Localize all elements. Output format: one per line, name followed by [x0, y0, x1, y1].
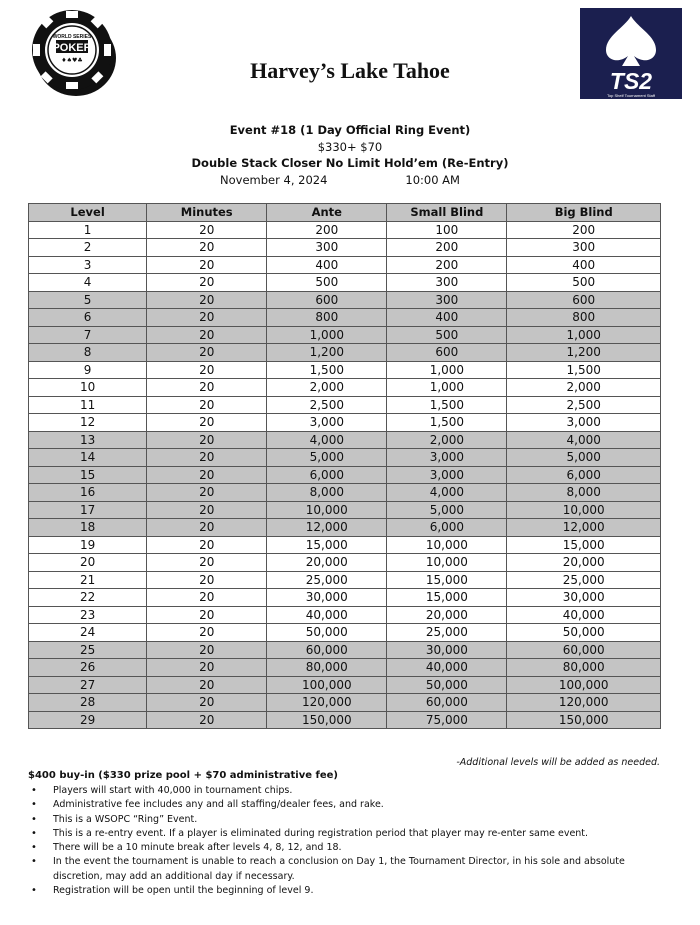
cell-level: 17 [29, 501, 147, 519]
cell-big-blind: 2,500 [507, 396, 661, 414]
cell-big-blind: 60,000 [507, 641, 661, 659]
table-row [29, 256, 661, 274]
svg-text:♦♠♥♣: ♦♠♥♣ [61, 57, 83, 64]
cell-level: 12 [29, 414, 147, 432]
cell-big-blind: 150,000 [507, 711, 661, 729]
cell-ante: 6,000 [267, 466, 387, 484]
cell-ante: 100,000 [267, 676, 387, 694]
cell-minutes: 20 [147, 641, 267, 659]
cell-level: 22 [29, 589, 147, 607]
cell-small-blind: 25,000 [387, 624, 507, 642]
cell-big-blind: 10,000 [507, 501, 661, 519]
cell-level: 13 [29, 431, 147, 449]
cell-level: 5 [29, 291, 147, 309]
svg-text:POKER: POKER [52, 42, 92, 54]
event-datetime [0, 172, 700, 189]
cell-minutes: 20 [147, 221, 267, 239]
table-row [29, 676, 661, 694]
table-row [29, 624, 661, 642]
table-row [29, 414, 661, 432]
cell-small-blind: 6,000 [387, 519, 507, 537]
cell-big-blind: 4,000 [507, 431, 661, 449]
rules-list [28, 784, 668, 898]
table-row [29, 291, 661, 309]
cell-level: 19 [29, 536, 147, 554]
cell-small-blind: 20,000 [387, 606, 507, 624]
cell-minutes: 20 [147, 466, 267, 484]
cell-small-blind: 5,000 [387, 501, 507, 519]
cell-small-blind: 100 [387, 221, 507, 239]
cell-small-blind: 1,000 [387, 361, 507, 379]
cell-small-blind: 200 [387, 239, 507, 257]
table-row [29, 484, 661, 502]
cell-small-blind: 2,000 [387, 431, 507, 449]
cell-ante: 400 [267, 256, 387, 274]
cell-minutes: 20 [147, 536, 267, 554]
event-name: Event #18 (1 Day Official Ring Event) [229, 123, 471, 137]
cell-minutes: 20 [147, 256, 267, 274]
cell-ante: 60,000 [267, 641, 387, 659]
cell-minutes: 20 [147, 571, 267, 589]
cell-small-blind: 3,000 [387, 466, 507, 484]
cell-big-blind: 1,200 [507, 344, 661, 362]
cell-minutes: 20 [147, 589, 267, 607]
cell-ante: 800 [267, 309, 387, 327]
cell-minutes: 20 [147, 361, 267, 379]
cell-ante: 2,000 [267, 379, 387, 397]
table-row [29, 536, 661, 554]
cell-level: 18 [29, 519, 147, 537]
rule-item: • This is a re-entry event. If a player is eliminated during registration period that player may re-enter same event. [28, 827, 668, 841]
table-row [29, 379, 661, 397]
cell-ante: 12,000 [267, 519, 387, 537]
cell-ante: 25,000 [267, 571, 387, 589]
cell-ante: 300 [267, 239, 387, 257]
cell-ante: 600 [267, 291, 387, 309]
cell-level: 26 [29, 659, 147, 677]
cell-big-blind: 500 [507, 274, 661, 292]
cell-minutes: 20 [147, 326, 267, 344]
cell-small-blind: 1,500 [387, 396, 507, 414]
cell-small-blind: 600 [387, 344, 507, 362]
cell-small-blind: 50,000 [387, 676, 507, 694]
cell-minutes: 20 [147, 379, 267, 397]
wsop-circuit-logo [28, 6, 120, 98]
cell-ante: 4,000 [267, 431, 387, 449]
table-body [29, 221, 661, 729]
cell-big-blind: 30,000 [507, 589, 661, 607]
cell-level: 2 [29, 239, 147, 257]
table-row [29, 361, 661, 379]
cell-small-blind: 10,000 [387, 554, 507, 572]
rule-item: • Registration will be open until the beginning of level 9. [28, 884, 668, 898]
column-header-minutes: Minutes [147, 204, 267, 222]
cell-level: 3 [29, 256, 147, 274]
cell-minutes: 20 [147, 344, 267, 362]
column-header-big-blind: Big Blind [507, 204, 661, 222]
table-row [29, 554, 661, 572]
cell-level: 27 [29, 676, 147, 694]
cell-minutes: 20 [147, 396, 267, 414]
cell-small-blind: 300 [387, 274, 507, 292]
cell-small-blind: 400 [387, 309, 507, 327]
cell-ante: 150,000 [267, 711, 387, 729]
rule-item: • This is a WSOPC “Ring” Event. [28, 813, 668, 827]
cell-ante: 3,000 [267, 414, 387, 432]
cell-big-blind: 25,000 [507, 571, 661, 589]
cell-level: 25 [29, 641, 147, 659]
cell-big-blind: 800 [507, 309, 661, 327]
table-row [29, 501, 661, 519]
table-row [29, 326, 661, 344]
cell-level: 14 [29, 449, 147, 467]
cell-small-blind: 1,500 [387, 414, 507, 432]
cell-big-blind: 15,000 [507, 536, 661, 554]
cell-ante: 50,000 [267, 624, 387, 642]
table-row [29, 239, 661, 257]
cell-ante: 5,000 [267, 449, 387, 467]
cell-small-blind: 10,000 [387, 536, 507, 554]
table-row [29, 589, 661, 607]
cell-level: 21 [29, 571, 147, 589]
cell-minutes: 20 [147, 659, 267, 677]
cell-big-blind: 300 [507, 239, 661, 257]
event-date: November 4, 2024 [220, 172, 328, 187]
cell-small-blind: 15,000 [387, 571, 507, 589]
cell-level: 15 [29, 466, 147, 484]
event-info [0, 122, 700, 188]
cell-level: 23 [29, 606, 147, 624]
rule-item: • In the event the tournament is unable to reach a conclusion on Day 1, the Tournament Director, in his sole and absolute discretion, may add an additional day if necessary. [28, 855, 668, 884]
cell-small-blind: 40,000 [387, 659, 507, 677]
cell-level: 24 [29, 624, 147, 642]
cell-big-blind: 200 [507, 221, 661, 239]
cell-ante: 15,000 [267, 536, 387, 554]
table-row [29, 449, 661, 467]
cell-ante: 1,200 [267, 344, 387, 362]
event-game: Double Stack Closer No Limit Hold’em (Re-Entry) [191, 156, 509, 170]
cell-big-blind: 400 [507, 256, 661, 274]
cell-big-blind: 8,000 [507, 484, 661, 502]
blind-structure-table [28, 203, 661, 729]
cell-ante: 30,000 [267, 589, 387, 607]
table-row [29, 694, 661, 712]
cell-small-blind: 30,000 [387, 641, 507, 659]
svg-text:Top Shelf Tournament Staff: Top Shelf Tournament Staff [606, 93, 656, 98]
cell-ante: 80,000 [267, 659, 387, 677]
table-row [29, 396, 661, 414]
table-row [29, 711, 661, 729]
cell-level: 29 [29, 711, 147, 729]
venue-title: Harvey’s Lake Tahoe [250, 58, 450, 83]
cell-small-blind: 1,000 [387, 379, 507, 397]
table-row [29, 274, 661, 292]
cell-minutes: 20 [147, 309, 267, 327]
cell-big-blind: 1,000 [507, 326, 661, 344]
column-header-level: Level [29, 204, 147, 222]
additional-levels-note: -Additional levels will be added as needed. [456, 757, 660, 768]
cell-minutes: 20 [147, 501, 267, 519]
svg-text:WORLD SERIES: WORLD SERIES [52, 34, 92, 40]
table-row [29, 606, 661, 624]
cell-ante: 500 [267, 274, 387, 292]
rule-item: • There will be a 10 minute break after levels 4, 8, 12, and 18. [28, 841, 668, 855]
cell-level: 4 [29, 274, 147, 292]
column-header-small-blind: Small Blind [387, 204, 507, 222]
cell-big-blind: 600 [507, 291, 661, 309]
column-header-ante: Ante [267, 204, 387, 222]
cell-big-blind: 100,000 [507, 676, 661, 694]
cell-ante: 2,500 [267, 396, 387, 414]
table-row [29, 641, 661, 659]
cell-minutes: 20 [147, 449, 267, 467]
cell-minutes: 20 [147, 554, 267, 572]
cell-big-blind: 20,000 [507, 554, 661, 572]
cell-level: 7 [29, 326, 147, 344]
table-row [29, 519, 661, 537]
cell-ante: 1,000 [267, 326, 387, 344]
cell-minutes: 20 [147, 711, 267, 729]
cell-minutes: 20 [147, 414, 267, 432]
cell-big-blind: 80,000 [507, 659, 661, 677]
cell-minutes: 20 [147, 274, 267, 292]
cell-big-blind: 5,000 [507, 449, 661, 467]
cell-minutes: 20 [147, 606, 267, 624]
table-row [29, 431, 661, 449]
svg-text:TS2: TS2 [609, 68, 653, 94]
table-row [29, 221, 661, 239]
cell-level: 9 [29, 361, 147, 379]
cell-ante: 40,000 [267, 606, 387, 624]
table-row [29, 344, 661, 362]
cell-ante: 1,500 [267, 361, 387, 379]
cell-big-blind: 6,000 [507, 466, 661, 484]
cell-ante: 200 [267, 221, 387, 239]
cell-minutes: 20 [147, 519, 267, 537]
rule-item: • Administrative fee includes any and all staffing/dealer fees, and rake. [28, 798, 668, 812]
cell-big-blind: 12,000 [507, 519, 661, 537]
cell-minutes: 20 [147, 694, 267, 712]
cell-level: 1 [29, 221, 147, 239]
cell-big-blind: 120,000 [507, 694, 661, 712]
event-price: $330+ $70 [317, 139, 383, 154]
table-row [29, 659, 661, 677]
cell-ante: 20,000 [267, 554, 387, 572]
spade-icon [580, 8, 682, 99]
table-header-row [29, 204, 661, 222]
cell-small-blind: 300 [387, 291, 507, 309]
cell-big-blind: 1,500 [507, 361, 661, 379]
poker-chip-icon [28, 6, 120, 98]
cell-big-blind: 2,000 [507, 379, 661, 397]
cell-level: 8 [29, 344, 147, 362]
cell-small-blind: 500 [387, 326, 507, 344]
cell-ante: 8,000 [267, 484, 387, 502]
cell-small-blind: 15,000 [387, 589, 507, 607]
cell-level: 28 [29, 694, 147, 712]
cell-small-blind: 3,000 [387, 449, 507, 467]
cell-small-blind: 200 [387, 256, 507, 274]
cell-minutes: 20 [147, 239, 267, 257]
cell-big-blind: 3,000 [507, 414, 661, 432]
cell-ante: 10,000 [267, 501, 387, 519]
cell-level: 11 [29, 396, 147, 414]
cell-minutes: 20 [147, 484, 267, 502]
rule-item: • Players will start with 40,000 in tournament chips. [28, 784, 668, 798]
cell-level: 16 [29, 484, 147, 502]
cell-small-blind: 60,000 [387, 694, 507, 712]
ts2-logo [580, 8, 682, 99]
cell-level: 10 [29, 379, 147, 397]
cell-minutes: 20 [147, 291, 267, 309]
cell-big-blind: 40,000 [507, 606, 661, 624]
cell-small-blind: 75,000 [387, 711, 507, 729]
cell-ante: 120,000 [267, 694, 387, 712]
cell-minutes: 20 [147, 676, 267, 694]
table-row [29, 571, 661, 589]
cell-small-blind: 4,000 [387, 484, 507, 502]
table-row [29, 466, 661, 484]
cell-minutes: 20 [147, 624, 267, 642]
cell-big-blind: 50,000 [507, 624, 661, 642]
cell-level: 20 [29, 554, 147, 572]
cell-minutes: 20 [147, 431, 267, 449]
cell-level: 6 [29, 309, 147, 327]
event-time: 10:00 AM [405, 172, 460, 187]
table-row [29, 309, 661, 327]
buyin-heading: $400 buy-in ($330 prize pool + $70 administrative fee) [28, 770, 338, 781]
